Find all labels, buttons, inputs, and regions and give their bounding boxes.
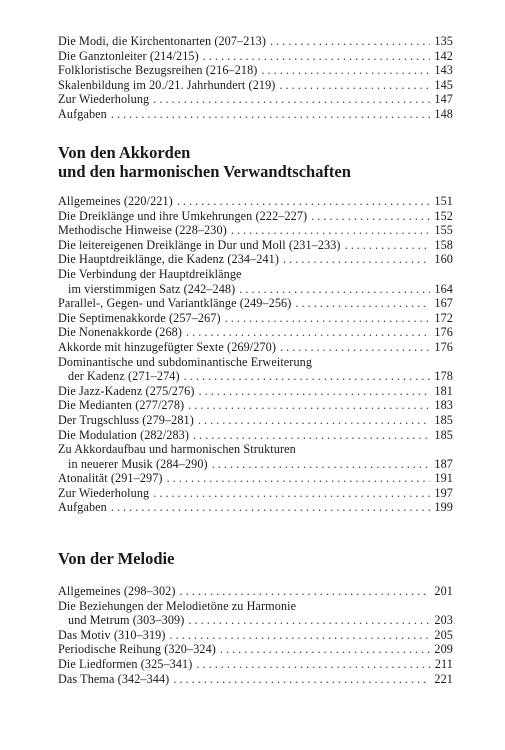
toc-entry[interactable] (58, 49, 453, 64)
entry-title: Die Hauptdreiklänge, die Kadenz (234–241) (58, 252, 280, 267)
section-heading-melodie (58, 549, 174, 568)
entry-title: Das Thema (342–344) (58, 671, 170, 686)
toc-entry-multiline[interactable] (58, 355, 453, 384)
dot-leader (283, 252, 430, 267)
entry-title: Periodische Reihung (320–324) (58, 642, 216, 657)
entry-page: 143 (434, 63, 453, 78)
toc-entry[interactable] (58, 398, 453, 413)
entry-page: 211 (434, 656, 453, 671)
dot-leader (261, 63, 430, 78)
dot-leader (231, 223, 431, 238)
toc-entry-multiline[interactable] (58, 267, 453, 296)
entry-page: 185 (434, 427, 453, 442)
entry-title: im vierstimmigen Satz (242–248) (68, 281, 236, 296)
toc-list-melodie (58, 584, 453, 686)
toc-entry[interactable] (58, 209, 453, 224)
dot-leader (188, 398, 430, 413)
toc-entry[interactable] (58, 325, 453, 340)
dot-leader (199, 384, 431, 399)
toc-entry[interactable] (58, 642, 453, 657)
toc-list-top (58, 34, 453, 122)
entry-title: Zur Wiederholung (58, 92, 150, 107)
toc-entry[interactable] (58, 471, 453, 486)
entry-title: Aufgaben (58, 106, 107, 121)
entry-page: 197 (434, 485, 453, 500)
entry-title: Die Medianten (277/278) (58, 398, 185, 413)
entry-page: 152 (434, 208, 453, 223)
dot-leader (203, 49, 431, 64)
toc-entry[interactable] (58, 413, 453, 428)
toc-entry[interactable] (58, 428, 453, 443)
entry-page: 181 (434, 383, 453, 398)
toc-entry[interactable] (58, 92, 453, 107)
entry-title: der Kadenz (271–274) (68, 369, 180, 384)
dot-leader (225, 311, 431, 326)
toc-entry[interactable] (58, 223, 453, 238)
entry-title: Die Dreiklänge und ihre Umkehrungen (222–227) (58, 208, 308, 223)
entry-page: 187 (434, 456, 453, 471)
dot-leader (184, 369, 431, 384)
entry-page: 160 (434, 252, 453, 267)
entry-page: 145 (434, 77, 453, 92)
toc-entry[interactable] (58, 384, 453, 399)
toc-entry[interactable] (58, 238, 453, 253)
entry-title-line1: Dominantische und subdominantische Erweiterung (58, 354, 313, 369)
entry-title: Skalenbildung im 20./21. Jahrhundert (219) (58, 77, 276, 92)
entry-title: Die Nonenakkorde (268) (58, 325, 183, 340)
toc-entry[interactable] (58, 672, 453, 687)
dot-leader (177, 194, 431, 209)
entry-title: Das Motiv (310–319) (58, 627, 166, 642)
toc-entry[interactable] (58, 628, 453, 643)
entry-page: 164 (434, 281, 453, 296)
entry-title: Die Septimenakkorde (257–267) (58, 310, 221, 325)
section-heading-line: Von den Akkorden (58, 143, 191, 162)
entry-title: Die leitereigenen Dreiklänge in Dur und Moll (231–233) (58, 237, 341, 252)
dot-leader (295, 296, 430, 311)
dot-leader (279, 78, 430, 93)
entry-title: in neuerer Musik (284–290) (68, 456, 208, 471)
toc-entry[interactable] (58, 107, 453, 122)
entry-title: Die Modulation (282/283) (58, 427, 190, 442)
dot-leader (345, 238, 431, 253)
entry-page: 199 (434, 500, 453, 515)
entry-page: 151 (434, 194, 453, 208)
toc-entry[interactable] (58, 78, 453, 93)
dot-leader (280, 340, 430, 355)
dot-leader (186, 325, 430, 340)
dot-leader (153, 92, 430, 107)
dot-leader (311, 209, 430, 224)
entry-page: 155 (434, 223, 453, 238)
entry-title: Zur Wiederholung (58, 485, 150, 500)
dot-leader (196, 657, 430, 672)
entry-title-line1: Die Beziehungen der Melodietöne zu Harmonie (58, 598, 297, 613)
entry-title-line1: Zu Akkordaufbau und harmonischen Strukturen (58, 442, 296, 457)
entry-page: 167 (434, 296, 453, 311)
toc-entry[interactable] (58, 296, 453, 311)
entry-title: Parallel-, Gegen- und Variantklänge (249–256) (58, 296, 292, 311)
toc-entry-multiline[interactable] (58, 599, 453, 628)
entry-title: Die Modi, die Kirchentonarten (207–213) (58, 34, 266, 48)
entry-title: und Metrum (303–309) (68, 613, 185, 628)
entry-page: 142 (434, 48, 453, 63)
dot-leader (111, 107, 431, 122)
toc-list-akkorde (58, 194, 453, 515)
dot-leader (170, 628, 431, 643)
dot-leader (111, 500, 431, 515)
toc-entry[interactable] (58, 63, 453, 78)
entry-page: 203 (434, 613, 453, 628)
entry-title: Die Jazz-Kadenz (275/276) (58, 383, 195, 398)
entry-title-line1: Die Verbindung der Hauptdreiklänge (58, 266, 242, 281)
dot-leader (180, 584, 431, 599)
toc-entry[interactable] (58, 500, 453, 515)
entry-page: 201 (434, 584, 453, 598)
entry-page: 178 (434, 369, 453, 384)
toc-entry[interactable] (58, 252, 453, 267)
toc-entry[interactable] (58, 311, 453, 326)
entry-page: 172 (434, 310, 453, 325)
entry-page: 135 (434, 34, 453, 48)
dot-leader (198, 413, 431, 428)
entry-page: 221 (434, 671, 453, 686)
entry-page: 183 (434, 398, 453, 413)
dot-leader (167, 471, 431, 486)
dot-leader (153, 486, 430, 501)
dot-leader (173, 672, 430, 687)
entry-page: 205 (434, 627, 453, 642)
entry-title: Aufgaben (58, 500, 107, 515)
toc-entry[interactable] (58, 34, 453, 49)
dot-leader (193, 428, 430, 443)
entry-page: 191 (434, 471, 453, 486)
dot-leader (212, 457, 431, 472)
toc-entry[interactable] (58, 584, 453, 599)
section-heading-akkorde (58, 143, 351, 181)
entry-page: 176 (434, 325, 453, 340)
section-heading-line: Von der Melodie (58, 549, 175, 568)
entry-title: Allgemeines (298–302) (58, 584, 176, 598)
entry-page: 185 (434, 412, 453, 427)
toc-entry[interactable] (58, 194, 453, 209)
entry-title: Der Trugschluss (279–281) (58, 412, 194, 427)
entry-title: Allgemeines (220/221) (58, 194, 173, 208)
toc-entry[interactable] (58, 657, 453, 672)
dot-leader (220, 642, 430, 657)
toc-entry[interactable] (58, 486, 453, 501)
toc-entry[interactable] (58, 340, 453, 355)
entry-title: Folkloristische Bezugsreihen (216–218) (58, 63, 258, 78)
entry-page: 147 (434, 92, 453, 107)
entry-page: 176 (434, 339, 453, 354)
dot-leader (188, 613, 430, 628)
entry-page: 209 (434, 642, 453, 657)
dot-leader (270, 34, 430, 49)
entry-title: Die Liedformen (325–341) (58, 656, 193, 671)
entry-title: Akkorde mit hinzugefügter Sexte (269/270) (58, 339, 277, 354)
entry-title: Methodische Hinweise (228–230) (58, 223, 227, 238)
entry-page: 148 (434, 106, 453, 121)
entry-page: 158 (434, 237, 453, 252)
entry-title: Atonalität (291–297) (58, 471, 163, 486)
toc-entry-multiline[interactable] (58, 442, 453, 471)
entry-title: Die Ganztonleiter (214/215) (58, 48, 199, 63)
dot-leader (239, 282, 430, 297)
section-heading-line: und den harmonischen Verwandtschaften (58, 162, 351, 181)
